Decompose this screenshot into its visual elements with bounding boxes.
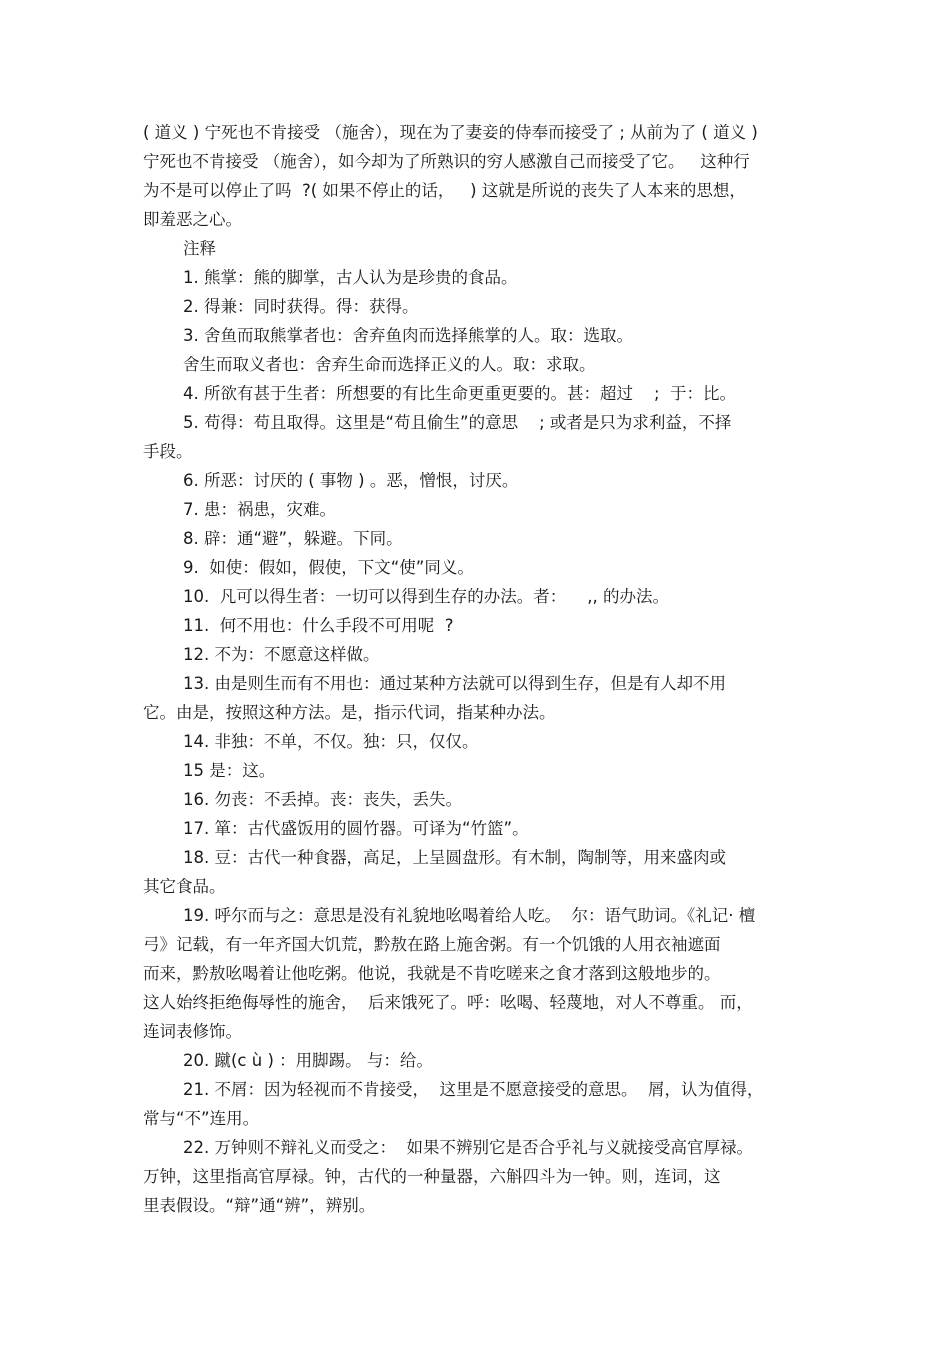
notes-list (143, 263, 811, 1220)
intro-paragraph (143, 118, 811, 234)
note-item (143, 640, 811, 669)
note-item (143, 582, 811, 611)
intro-line: ( 道义 ) 宁死也不肯接受 （施舍），现在为了妻妾的侍奉而接受了 ; 从前为了 ( 道义 ) (143, 123, 758, 142)
note-line: 18. 豆：古代一种食器，高足，上呈圆盘形。有木制，陶制等，用来盛肉或 (183, 848, 726, 867)
note-item (143, 727, 811, 756)
note-line: 16. 勿丧：不丢掉。丧：丧失，丢失。 (183, 790, 462, 809)
note-line: 17. 箪：古代盛饭用的圆竹器。可译为“竹篮”。 (183, 819, 529, 838)
note-item (143, 1133, 811, 1220)
note-line: 14. 非独：不单，不仅。独：只，仅仅。 (183, 732, 479, 751)
note-line: 19. 呼尔而与之：意思是没有礼貌地吆喝着给人吃。 尔：语气助词。《礼记· 檀 (183, 906, 756, 925)
note-line: 这人始终拒绝侮辱性的施舍， 后来饿死了。呼：吆喝、轻蔑地，对人不尊重。 而， (143, 993, 753, 1012)
note-line: 弓》记载，有一年齐国大饥荒，黔敖在路上施舍粥。有一个饥饿的人用衣袖遮面 (143, 935, 721, 954)
note-line: 3. 舍鱼而取熊掌者也：舍弃鱼肉而选择熊掌的人。取：选取。 (183, 326, 633, 345)
note-line: 8. 辟：通“避”，躲避。下同。 (183, 529, 403, 548)
note-line: 万钟，这里指高官厚禄。钟，古代的一种量器，六斛四斗为一钟。则，连词，这 (143, 1167, 721, 1186)
note-item (143, 785, 811, 814)
note-line: 13. 由是则生而有不用也：通过某种方法就可以得到生存，但是有人却不用 (183, 674, 726, 693)
note-line: 常与“不”连用。 (143, 1109, 260, 1128)
note-line: 21. 不屑：因为轻视而不肯接受， 这里是不愿意接受的意思。 屑，认为值得， (183, 1080, 764, 1099)
note-line: 22. 万钟则不辩礼义而受之： 如果不辨别它是否合乎礼与义就接受高官厚禄。 (183, 1138, 753, 1157)
note-line: 它。由是，按照这种方法。是，指示代词，指某种办法。 (143, 703, 556, 722)
note-line: 手段。 (143, 442, 193, 461)
note-item (143, 466, 811, 495)
note-item (143, 901, 811, 1046)
note-item (143, 611, 811, 640)
note-line: 7. 患：祸患，灾难。 (183, 500, 336, 519)
note-item (143, 408, 811, 466)
note-item (143, 814, 811, 843)
note-item (143, 553, 811, 582)
note-item (143, 263, 811, 292)
note-line: 10. 凡可以得生者：一切可以得到生存的办法。者： ,, 的办法。 (183, 587, 669, 606)
note-item (143, 292, 811, 321)
document-body (143, 118, 811, 1220)
intro-line: 为不是可以停止了吗 ?( 如果不停止的话， ) 这就是所说的丧失了人本来的思想， (143, 181, 746, 200)
notes-heading: 注释 (183, 239, 216, 258)
note-item (143, 1046, 811, 1075)
note-item (143, 350, 811, 379)
intro-line: 即羞恶之心。 (143, 210, 242, 229)
note-line: 12. 不为：不愿意这样做。 (183, 645, 380, 664)
note-line: 4. 所欲有甚于生者：所想要的有比生命更重更要的。甚：超过 ; 于：比。 (183, 384, 737, 403)
note-item (143, 524, 811, 553)
note-line: 2. 得兼：同时获得。得：获得。 (183, 297, 419, 316)
note-item (143, 756, 811, 785)
note-line: 而来，黔敖吆喝着让他吃粥。他说，我就是不肯吃嗟来之食才落到这般地步的。 (143, 964, 721, 983)
note-line: 11. 何不用也：什么手段不可用呢 ? (183, 616, 454, 635)
note-item (143, 379, 811, 408)
note-line: 连词表修饰。 (143, 1022, 242, 1041)
note-line: 20. 蹴(c ù ) ：用脚踢。 与：给。 (183, 1051, 433, 1070)
note-line: 15 是：这。 (183, 761, 276, 780)
note-line: 9. 如使：假如，假使，下文“使”同义。 (183, 558, 474, 577)
note-item (143, 495, 811, 524)
note-item (143, 1075, 811, 1133)
note-line: 5. 苟得：苟且取得。这里是“苟且偷生”的意思 ; 或者是只为求利益，不择 (183, 413, 732, 432)
note-item (143, 843, 811, 901)
note-line: 舍生而取义者也：舍弃生命而选择正义的人。取：求取。 (183, 355, 596, 374)
note-line: 1. 熊掌：熊的脚掌，古人认为是珍贵的食品。 (183, 268, 518, 287)
intro-line: 宁死也不肯接受 （施舍），如今却为了所熟识的穷人感激自己而接受了它。 这种行 (143, 152, 750, 171)
note-line: 其它食品。 (143, 877, 226, 896)
note-item (143, 669, 811, 727)
note-line: 里表假设。“辩”通“辨”，辨别。 (143, 1196, 376, 1215)
note-line: 6. 所恶：讨厌的 ( 事物 ) 。恶，憎恨，讨厌。 (183, 471, 519, 490)
note-item (143, 321, 811, 350)
